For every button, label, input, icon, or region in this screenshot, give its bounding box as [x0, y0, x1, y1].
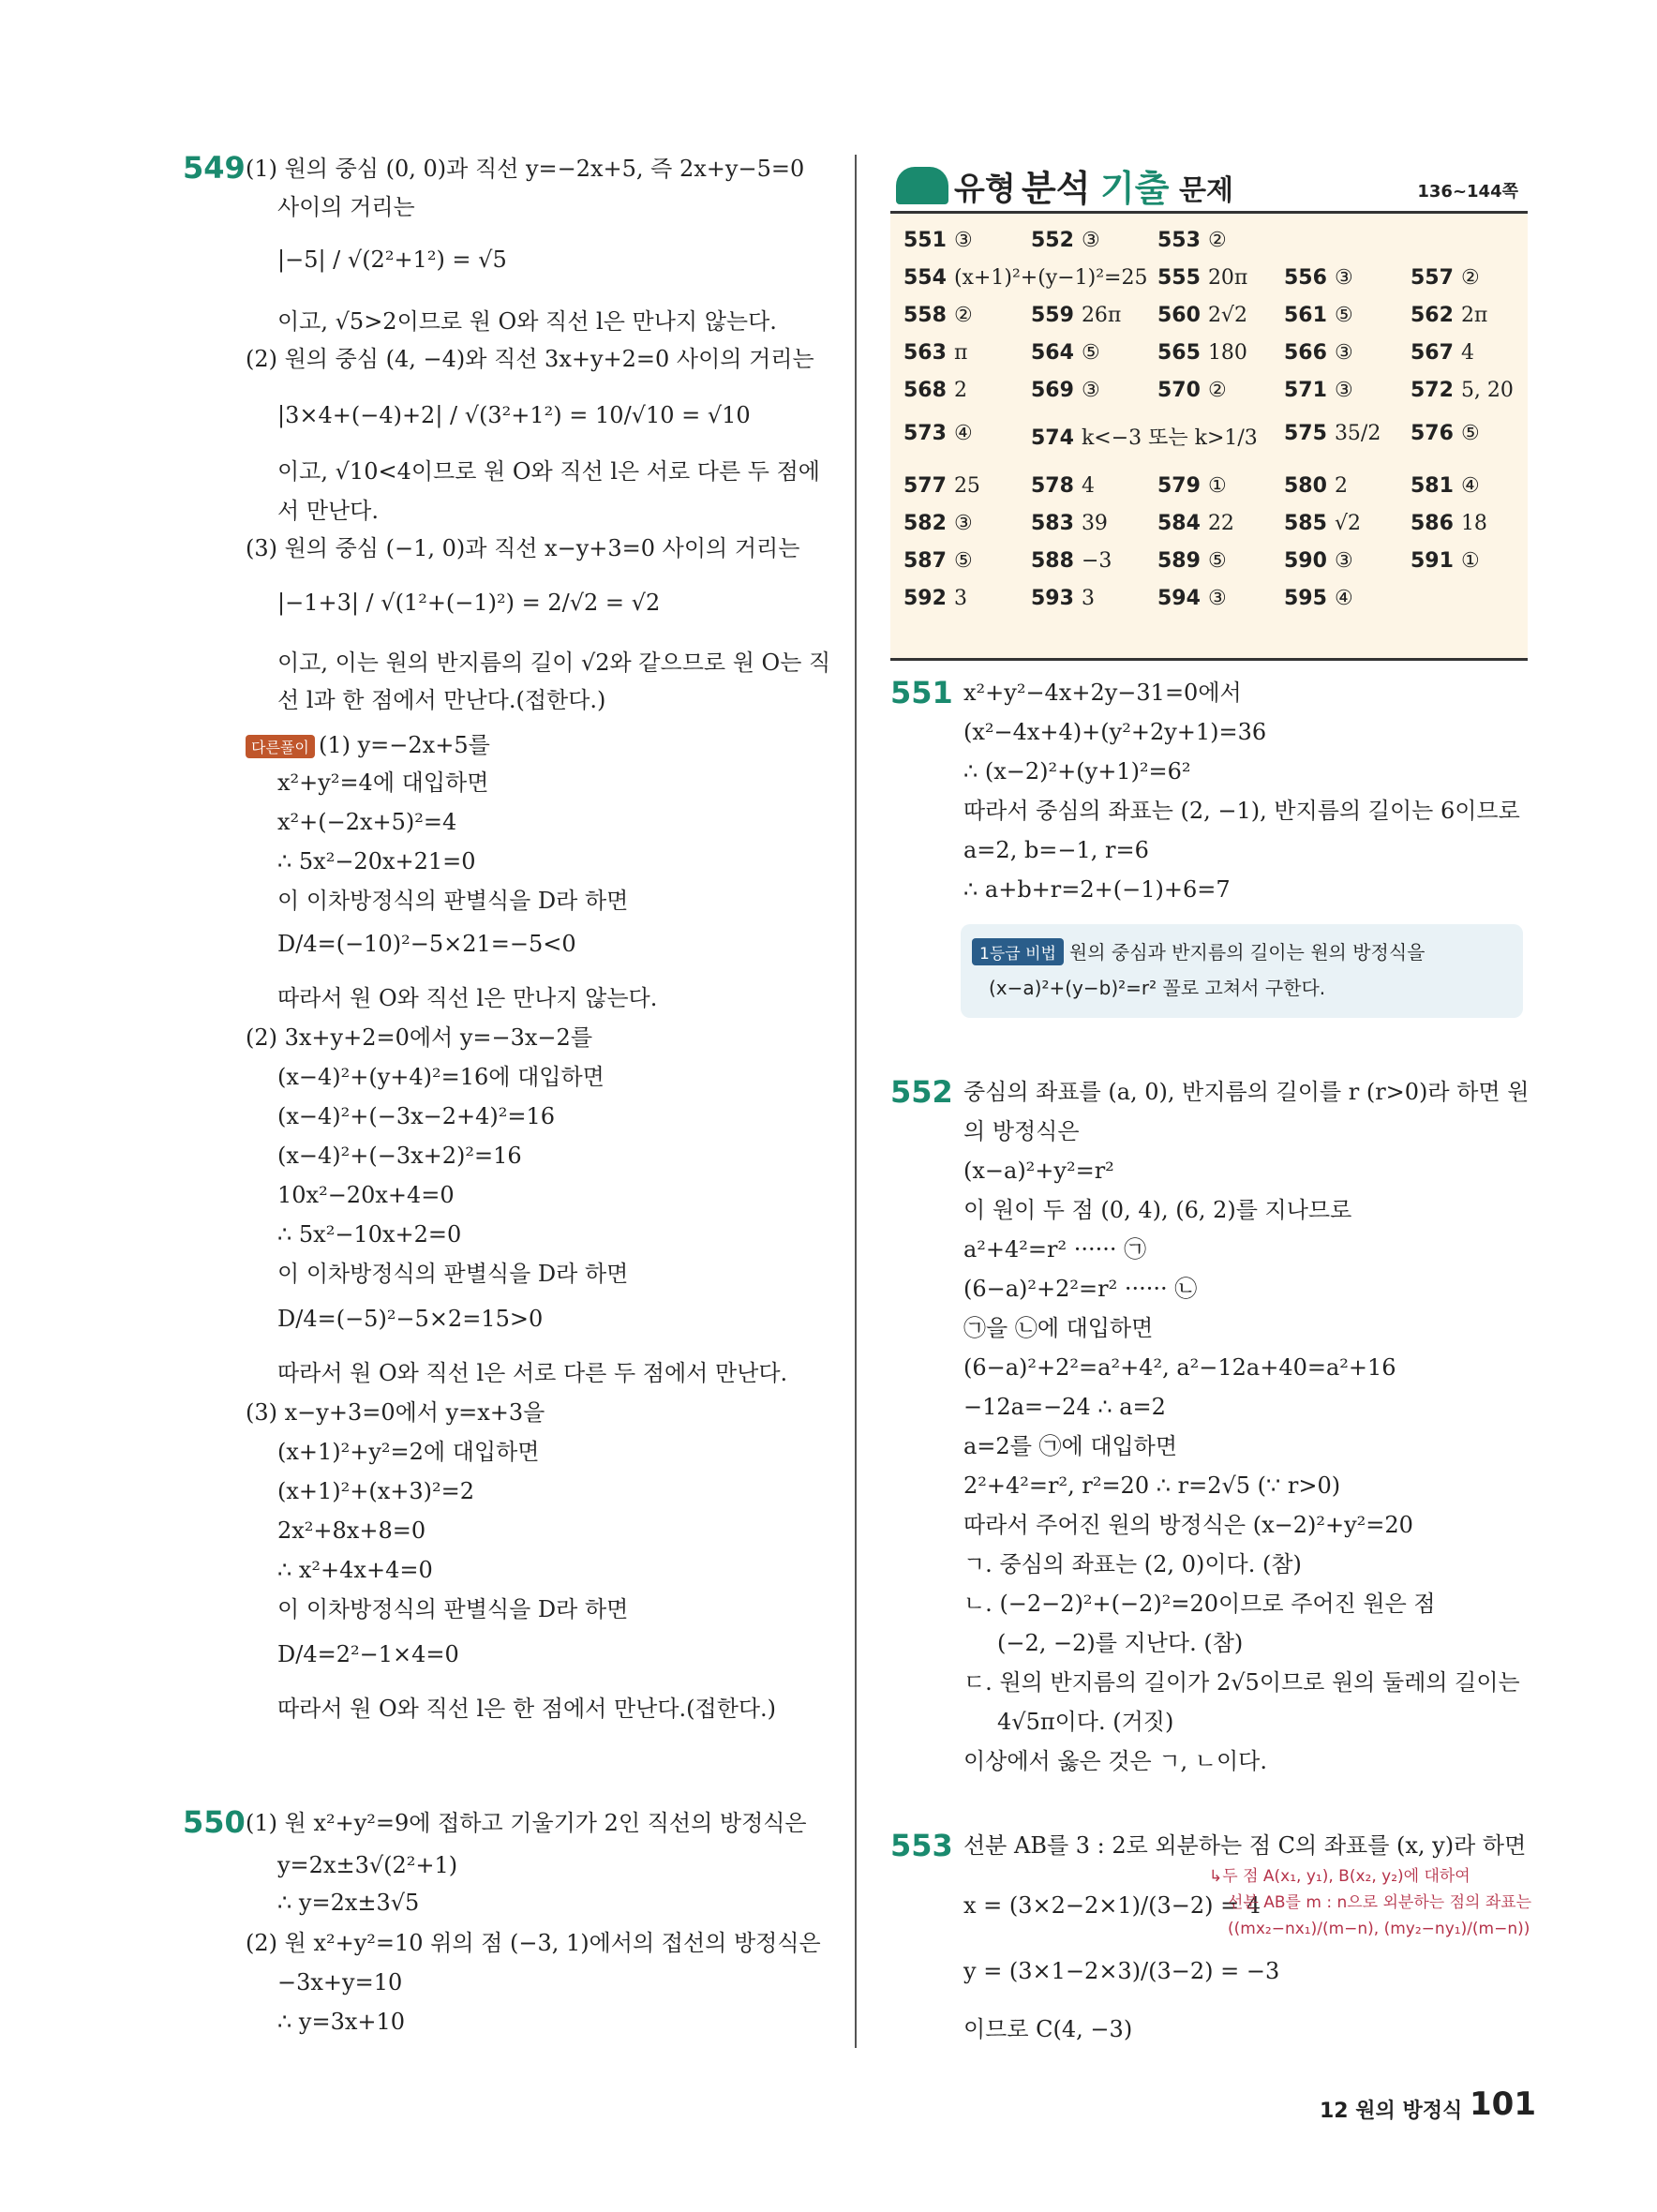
text-line: 10x²−20x+4=0 — [277, 1182, 455, 1208]
answer-item — [1284, 549, 1353, 573]
answer-box — [890, 211, 1528, 661]
answer-value: −3 — [1081, 549, 1112, 573]
answer-item — [1157, 549, 1227, 573]
text-line: 4√5π이다. (거짓) — [997, 1709, 1174, 1735]
answer-number: 562 — [1411, 304, 1454, 327]
problem-number-549: 549 — [183, 150, 246, 186]
text-line: (x−4)²+(−3x+2)²=16 — [277, 1143, 522, 1169]
text-line: ∴ y=3x+10 — [277, 2009, 406, 2035]
answer-value: 2 — [953, 379, 967, 402]
text-line: (x+1)²+y²=2에 대입하면 — [277, 1439, 540, 1465]
answer-value: 25 — [953, 474, 980, 498]
text-line: y = (3×1−2×3)/(3−2) = −3 — [963, 1958, 1280, 1984]
answer-number: 578 — [1031, 474, 1074, 498]
answer-value: ⑤ — [1207, 549, 1227, 573]
answer-number: 560 — [1157, 304, 1201, 327]
answer-item — [903, 422, 973, 445]
answer-item — [1157, 512, 1234, 535]
answer-number: 581 — [1411, 474, 1454, 498]
answer-number: 580 — [1284, 474, 1327, 498]
answer-item — [903, 512, 973, 535]
answer-item — [1411, 341, 1474, 365]
text-line: ㄱ. 중심의 좌표는 (2, 0)이다. (참) — [963, 1551, 1302, 1577]
answer-number: 558 — [903, 304, 947, 327]
text-line: 따라서 중심의 좌표는 (2, −1), 반지름의 길이는 6이므로 — [963, 798, 1520, 824]
text-line: x²+y²=4에 대입하면 — [277, 770, 489, 796]
answer-value: ③ — [953, 229, 973, 252]
text-line: 의 방정식은 — [963, 1118, 1080, 1144]
answer-number: 582 — [903, 512, 947, 535]
text-line: x²+(−2x+5)²=4 — [277, 809, 457, 835]
answer-item — [1284, 512, 1361, 535]
answer-number: 566 — [1284, 341, 1327, 365]
note-line: ↳두 점 A(x₁, y₁), B(x₂, y₂)에 대하여 — [1209, 1867, 1470, 1886]
answer-item — [1411, 379, 1514, 402]
answer-item — [1157, 304, 1247, 327]
answer-item — [1411, 266, 1480, 290]
text-line: D/4=(−10)²−5×21=−5<0 — [277, 931, 576, 957]
answer-item — [1031, 422, 1258, 451]
text-line: D/4=2²−1×4=0 — [277, 1641, 459, 1667]
answer-item — [903, 304, 973, 327]
answer-item — [903, 341, 967, 365]
text-line: D/4=(−5)²−5×2=15>0 — [277, 1306, 544, 1332]
answer-value: 39 — [1081, 512, 1108, 535]
section-header — [890, 159, 1528, 209]
answer-item — [1411, 422, 1480, 445]
answer-item — [1284, 379, 1353, 402]
answer-value: 22 — [1207, 512, 1234, 535]
text-line: 2²+4²=r², r²=20 ∴ r=2√5 (∵ r>0) — [963, 1472, 1341, 1499]
answer-value: ⑤ — [953, 549, 973, 573]
answer-number: 556 — [1284, 266, 1327, 290]
text-line: |−5| / √(2²+1²) = √5 — [277, 247, 507, 273]
answer-item — [1031, 549, 1112, 573]
text-line: (3) x−y+3=0에서 y=x+3을 — [246, 1399, 545, 1426]
answer-value: ⑤ — [1460, 422, 1480, 445]
answer-value: 2π — [1460, 304, 1488, 327]
header-title-1: 유형 — [954, 171, 1016, 208]
answer-value: 3 — [1081, 587, 1095, 610]
text-line: 이 이차방정식의 판별식을 D라 하면 — [277, 888, 629, 914]
answer-number: 561 — [1284, 304, 1327, 327]
text-line: x²+y²−4x+2y−31=0에서 — [963, 680, 1242, 706]
answer-item — [903, 474, 980, 498]
text-line: 이고, √5>2이므로 원 O와 직선 l은 만나지 않는다. — [277, 308, 777, 335]
text-line: |−1+3| / √(1²+(−1)²) = 2/√2 = √2 — [277, 590, 661, 616]
problem-number-551: 551 — [890, 675, 953, 710]
header-icon — [896, 167, 948, 204]
answer-number: 572 — [1411, 379, 1454, 402]
text-line: ㉠을 ㉡에 대입하면 — [963, 1315, 1154, 1341]
answer-value: ② — [1460, 266, 1480, 290]
answer-item — [1031, 304, 1121, 327]
answer-number: 593 — [1031, 587, 1074, 610]
answer-item — [1284, 341, 1353, 365]
answer-item — [1284, 304, 1353, 327]
text-line: 따라서 주어진 원의 방정식은 (x−2)²+y²=20 — [963, 1512, 1413, 1538]
answer-number: 588 — [1031, 549, 1074, 573]
text-line: 이고, √10<4이므로 원 O와 직선 l은 서로 다른 두 점에 — [277, 458, 820, 485]
text-line: x = (3×2−2×1)/(3−2) = 4 — [963, 1892, 1261, 1919]
answer-number: 586 — [1411, 512, 1454, 535]
answer-value: 18 — [1460, 512, 1487, 535]
answer-value: 5, 20 — [1460, 379, 1514, 402]
answer-item — [1411, 474, 1480, 498]
answer-item — [1031, 379, 1100, 402]
column-divider — [855, 155, 857, 2048]
answer-value: ④ — [953, 422, 973, 445]
answer-number: 595 — [1284, 587, 1327, 610]
answer-value: ③ — [1207, 587, 1227, 610]
answer-number: 553 — [1157, 229, 1201, 252]
answer-item — [903, 229, 973, 252]
answer-item — [1157, 474, 1227, 498]
text-line: (2) 원의 중심 (4, −4)와 직선 3x+y+2=0 사이의 거리는 — [246, 346, 814, 372]
answer-number: 554 — [903, 266, 947, 290]
answer-value: 20π — [1207, 266, 1248, 290]
text-line: (x+1)²+(x+3)²=2 — [277, 1478, 475, 1504]
text-line: (6−a)²+2²=r² ······ ㉡ — [963, 1276, 1198, 1302]
answer-item — [1157, 341, 1247, 365]
text-line: 선분 AB를 3 : 2로 외분하는 점 C의 좌표를 (x, y)라 하면 — [963, 1832, 1527, 1859]
answer-value: k<−3 또는 k>1/3 — [1081, 426, 1258, 450]
answer-number: 567 — [1411, 341, 1454, 365]
answer-item — [1031, 474, 1095, 498]
answer-number: 570 — [1157, 379, 1201, 402]
problem-number-553: 553 — [890, 1828, 953, 1863]
text-line: ∴ x²+4x+4=0 — [277, 1557, 433, 1583]
tip-tag: 1등급 비법 — [972, 938, 1064, 965]
answer-item — [903, 549, 973, 573]
text-line: −3x+y=10 — [277, 1969, 403, 1995]
answer-number: 565 — [1157, 341, 1201, 365]
answer-item — [1157, 266, 1247, 290]
answer-number: 571 — [1284, 379, 1327, 402]
answer-number: 590 — [1284, 549, 1327, 573]
answer-value: 180 — [1207, 341, 1247, 365]
tip-box — [961, 924, 1523, 1018]
text-line: 사이의 거리는 — [277, 194, 415, 220]
text-line: 2x²+8x+8=0 — [277, 1517, 426, 1544]
text-line: −12a=−24 ∴ a=2 — [963, 1394, 1166, 1420]
answer-value: ③ — [1334, 379, 1353, 402]
answer-number: 594 — [1157, 587, 1201, 610]
text-line: (x²−4x+4)+(y²+2y+1)=36 — [963, 719, 1267, 745]
answer-number: 563 — [903, 341, 947, 365]
answer-number: 589 — [1157, 549, 1201, 573]
header-title-4: 문제 — [1179, 174, 1233, 207]
text-line: (6−a)²+2²=a²+4², a²−12a+40=a²+16 — [963, 1354, 1396, 1381]
text-line: y=2x±3√(2²+1) — [277, 1852, 458, 1878]
answer-number: 568 — [903, 379, 947, 402]
text-line: ∴ y=2x±3√5 — [277, 1890, 420, 1916]
note-line: 선분 AB를 m : n으로 외분하는 점의 좌표는 — [1228, 1893, 1532, 1912]
answer-value: ④ — [1334, 587, 1353, 610]
answer-value: 2√2 — [1207, 304, 1247, 327]
answer-number: 575 — [1284, 422, 1327, 445]
text-line: (1) 원의 중심 (0, 0)과 직선 y=−2x+5, 즉 2x+y−5=0 — [246, 156, 805, 182]
text-line: 따라서 원 O와 직선 l은 만나지 않는다. — [277, 985, 658, 1011]
tip-line-2: (x−a)²+(y−b)²=r² 꼴로 고쳐서 구한다. — [989, 977, 1326, 999]
text-line: (3) 원의 중심 (−1, 0)과 직선 x−y+3=0 사이의 거리는 — [246, 535, 800, 561]
answer-number: 579 — [1157, 474, 1201, 498]
answer-value: ③ — [1081, 379, 1100, 402]
answer-item — [1031, 229, 1100, 252]
answer-value: ② — [953, 304, 973, 327]
text-line: ∴ 5x²−10x+2=0 — [277, 1221, 462, 1248]
tip-line-1: 원의 중심과 반지름의 길이는 원의 방정식을 — [1068, 941, 1426, 964]
problem-number-552: 552 — [890, 1074, 953, 1110]
answer-item — [1157, 379, 1227, 402]
text-line: ∴ 5x²−20x+21=0 — [277, 848, 476, 874]
answer-value: ① — [1207, 474, 1227, 498]
answer-number: 585 — [1284, 512, 1327, 535]
text-line: (x−4)²+(y+4)²=16에 대입하면 — [277, 1064, 605, 1090]
text-line: a=2를 ㉠에 대입하면 — [963, 1433, 1178, 1459]
answer-item — [1157, 587, 1227, 610]
answer-number: 552 — [1031, 229, 1074, 252]
answer-item — [1411, 512, 1487, 535]
answer-number: 564 — [1031, 341, 1074, 365]
page-range: 136~144쪽 — [1417, 182, 1518, 202]
answer-number: 576 — [1411, 422, 1454, 445]
answer-item — [903, 379, 967, 402]
footer-page-number: 101 — [1470, 2085, 1536, 2123]
answer-value: ③ — [1334, 266, 1353, 290]
text-line: (2) 3x+y+2=0에서 y=−3x−2를 — [246, 1024, 592, 1051]
answer-value: ⑤ — [1081, 341, 1100, 365]
header-title-2: 분석 — [1022, 168, 1091, 209]
text-line: 서 만난다. — [277, 498, 379, 524]
text-line: (x−a)²+y²=r² — [963, 1158, 1114, 1184]
text-line: 이상에서 옳은 것은 ㄱ, ㄴ이다. — [963, 1748, 1267, 1774]
answer-value: 4 — [1460, 341, 1474, 365]
text-line: 선 l과 한 점에서 만난다.(접한다.) — [277, 687, 606, 713]
text-line: (−2, −2)를 지난다. (참) — [997, 1630, 1244, 1656]
answer-item — [1031, 587, 1095, 610]
answer-number: 559 — [1031, 304, 1074, 327]
answer-number: 557 — [1411, 266, 1454, 290]
text-line: 이 이차방정식의 판별식을 D라 하면 — [277, 1261, 629, 1287]
answer-number: 592 — [903, 587, 947, 610]
text-line: ㄴ. (−2−2)²+(−2)²=20이므로 주어진 원은 점 — [963, 1591, 1436, 1617]
answer-number: 551 — [903, 229, 947, 252]
answer-number: 584 — [1157, 512, 1201, 535]
answer-number: 591 — [1411, 549, 1454, 573]
answer-value: ⑤ — [1334, 304, 1353, 327]
answer-number: 587 — [903, 549, 947, 573]
note-line: ((mx₂−nx₁)/(m−n), (my₂−ny₁)/(m−n)) — [1228, 1920, 1530, 1938]
text-line: a=2, b=−1, r=6 — [963, 837, 1149, 863]
text-line: 이고, 이는 원의 반지름의 길이 √2와 같으므로 원 O는 직 — [277, 650, 831, 676]
answer-item — [1157, 229, 1227, 252]
text-line: 이므로 C(4, −3) — [963, 2016, 1133, 2042]
answer-number: 583 — [1031, 512, 1074, 535]
answer-value: √2 — [1334, 512, 1361, 535]
answer-number: 574 — [1031, 426, 1074, 450]
answer-value: ③ — [1334, 549, 1353, 573]
answer-value: ③ — [1334, 341, 1353, 365]
answer-value: 26π — [1081, 304, 1122, 327]
text-line: 따라서 원 O와 직선 l은 한 점에서 만난다.(접한다.) — [277, 1696, 777, 1722]
answer-number: 555 — [1157, 266, 1201, 290]
answer-item — [1284, 266, 1353, 290]
answer-value: (x+1)²+(y−1)²=25 — [953, 266, 1148, 290]
answer-value: 35/2 — [1334, 422, 1381, 445]
answer-number: 573 — [903, 422, 947, 445]
answer-value: ④ — [1460, 474, 1480, 498]
text-line: ∴ a+b+r=2+(−1)+6=7 — [963, 876, 1231, 903]
answer-item — [1411, 304, 1487, 327]
answer-value: ② — [1207, 379, 1227, 402]
text-line: (1) y=−2x+5를 — [319, 732, 490, 758]
answer-number: 569 — [1031, 379, 1074, 402]
answer-item — [903, 587, 967, 610]
text-line: a²+4²=r² ······ ㉠ — [963, 1236, 1147, 1263]
alt-solution-tag: 다른풀이 — [246, 735, 315, 758]
answer-item — [1031, 341, 1100, 365]
answer-value: ③ — [953, 512, 973, 535]
text-line: (1) 원 x²+y²=9에 접하고 기울기가 2인 직선의 방정식은 — [246, 1810, 807, 1836]
answer-value: 3 — [953, 587, 967, 610]
text-line: 이 이차방정식의 판별식을 D라 하면 — [277, 1596, 629, 1622]
answer-value: π — [953, 341, 968, 365]
footer-chapter: 12 원의 방정식 — [1320, 2100, 1463, 2123]
answer-item — [1031, 512, 1108, 535]
answer-item — [1411, 549, 1480, 573]
answer-item — [1284, 587, 1353, 610]
answer-item — [903, 266, 1147, 290]
answer-number: 577 — [903, 474, 947, 498]
text-line: ∴ (x−2)²+(y+1)²=6² — [963, 758, 1191, 785]
answer-value: 2 — [1334, 474, 1348, 498]
text-line: (2) 원 x²+y²=10 위의 점 (−3, 1)에서의 접선의 방정식은 — [246, 1930, 821, 1956]
answer-value: 4 — [1081, 474, 1095, 498]
answer-item — [1284, 474, 1348, 498]
answer-value: ① — [1460, 549, 1480, 573]
text-line: (x−4)²+(−3x−2+4)²=16 — [277, 1103, 556, 1129]
text-line: 이 원이 두 점 (0, 4), (6, 2)를 지나므로 — [963, 1197, 1352, 1223]
text-line: 중심의 좌표를 (a, 0), 반지름의 길이를 r (r>0)라 하면 원 — [963, 1079, 1530, 1105]
answer-item — [1284, 422, 1381, 445]
answer-value: ② — [1207, 229, 1227, 252]
problem-number-550: 550 — [183, 1804, 246, 1840]
text-line: |3×4+(−4)+2| / √(3²+1²) = 10/√10 = √10 — [277, 402, 751, 428]
answer-value: ③ — [1081, 229, 1100, 252]
header-title-3: 기출 — [1100, 168, 1170, 209]
text-line: 따라서 원 O와 직선 l은 서로 다른 두 점에서 만난다. — [277, 1360, 788, 1386]
text-line: ㄷ. 원의 반지름의 길이가 2√5이므로 원의 둘레의 길이는 — [963, 1669, 1520, 1696]
